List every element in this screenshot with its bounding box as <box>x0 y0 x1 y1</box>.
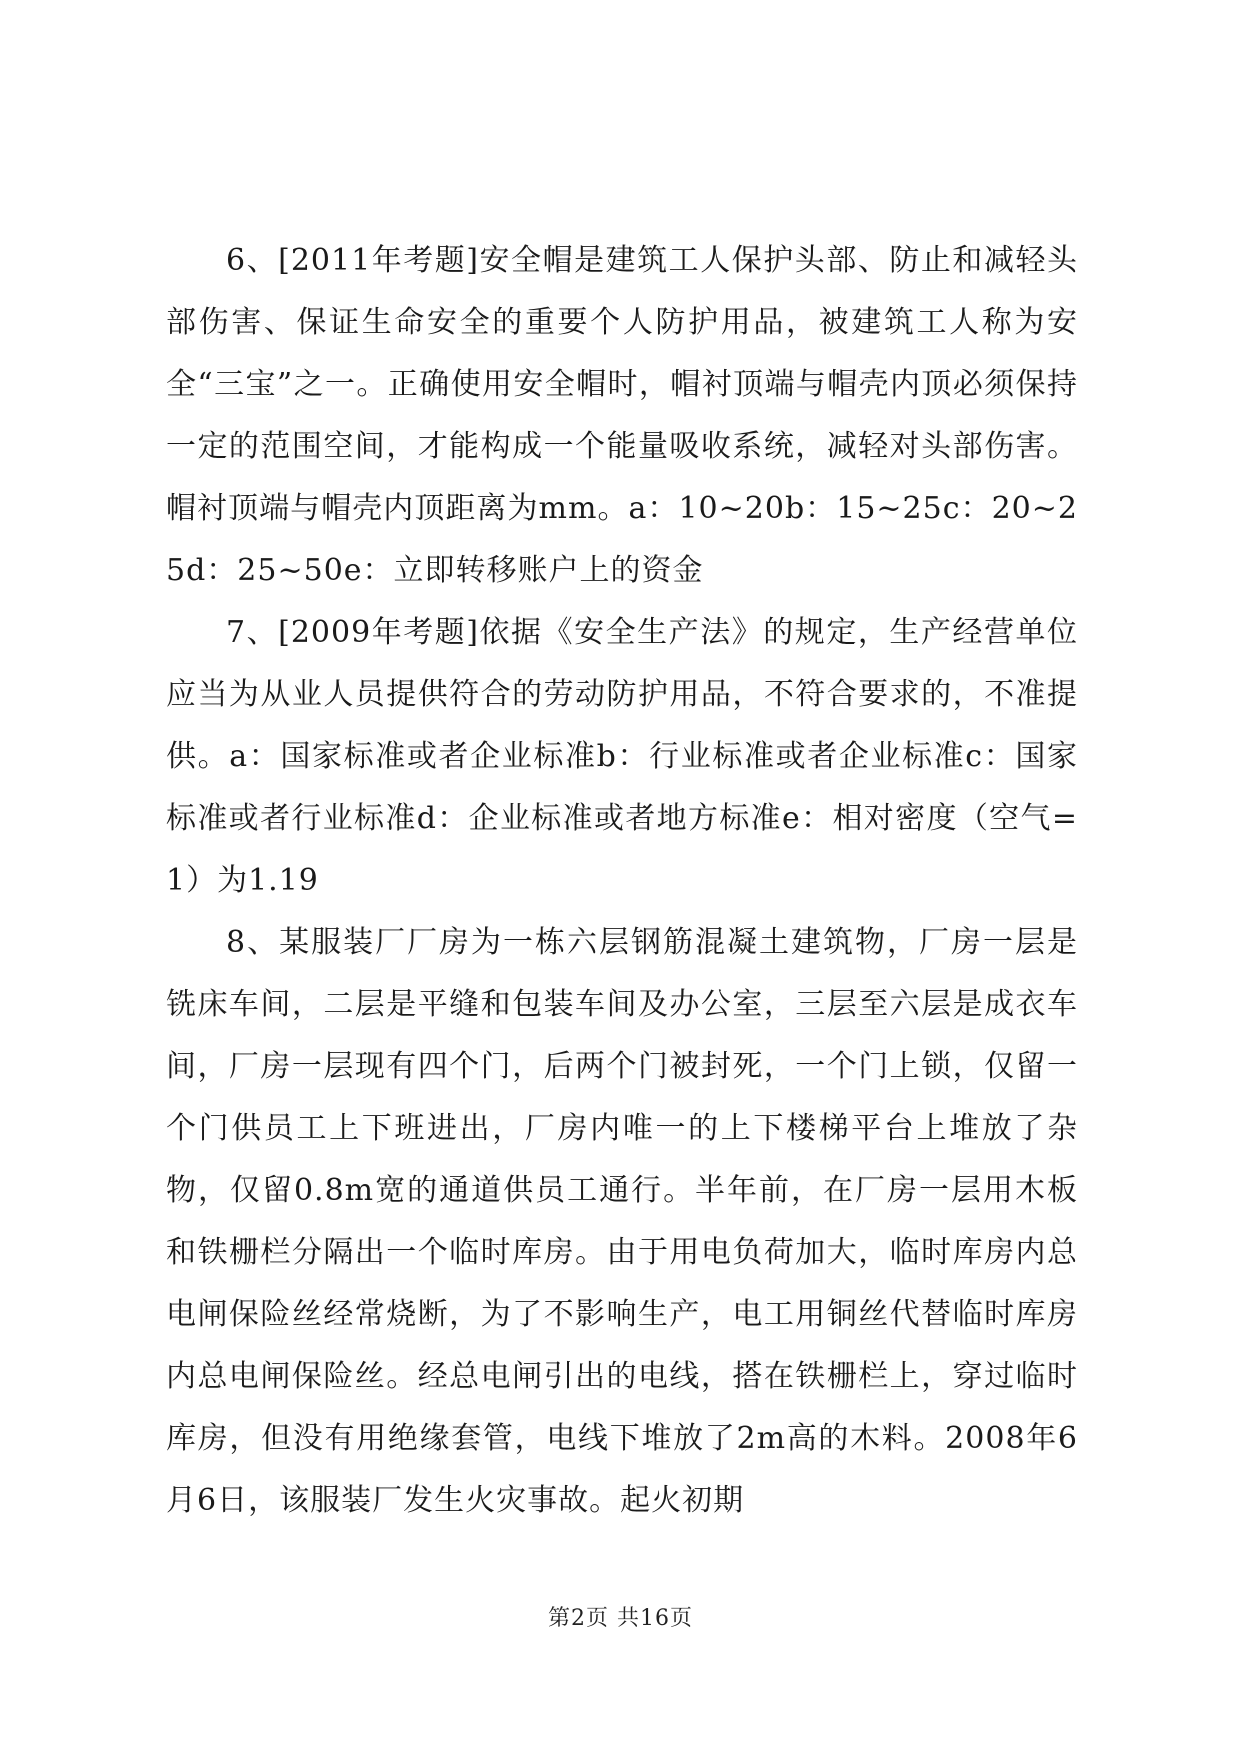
document-body <box>166 230 1078 1532</box>
question-8-paragraph: 8、某服装厂厂房为一栋六层钢筋混凝土建筑物，厂房一层是铣床车间，二层是平缝和包装车间及办公室，三层至六层是成衣车间，厂房一层现有四个门，后两个门被封死，一个门上锁，仅留一个门供员工上下班进出，厂房内唯一的上下楼梯平台上堆放了杂物，仅留0.8m宽的通道供员工通行。半年前，在厂房一层用木板和铁栅栏分隔出一个临时库房。由于用电负荷加大，临时库房内总电闸保险丝经常烧断，为了不影响生产，电工用铜丝代替临时库房内总电闸保险丝。经总电闸引出的电线，搭在铁栅栏上，穿过临时库房，但没有用绝缘套管，电线下堆放了2m高的木料。2008年6月6日，该服装厂发生火灾事故。起火初期 <box>166 925 1078 1518</box>
question-6-paragraph: 6、[2011年考题]安全帽是建筑工人保护头部、防止和减轻头部伤害、保证生命安全的重要个人防护用品，被建筑工人称为安全“三宝”之一。正确使用安全帽时，帽衬顶端与帽壳内顶必须保持一定的范围空间，才能构成一个能量吸收系统，减轻对头部伤害。帽衬顶端与帽壳内顶距离为mm。a：10~20b：15~25c：20~25d：25~50e：立即转移账户上的资金 <box>166 243 1078 588</box>
page-number-footer: 第2页 共16页 <box>548 1606 693 1631</box>
question-7-paragraph: 7、[2009年考题]依据《安全生产法》的规定，生产经营单位应当为从业人员提供符合的劳动防护用品，不符合要求的，不准提供。a：国家标准或者企业标准b：行业标准或者企业标准c：国家标准或者行业标准d：企业标准或者地方标准e：相对密度（空气=1）为1.19 <box>166 615 1078 898</box>
